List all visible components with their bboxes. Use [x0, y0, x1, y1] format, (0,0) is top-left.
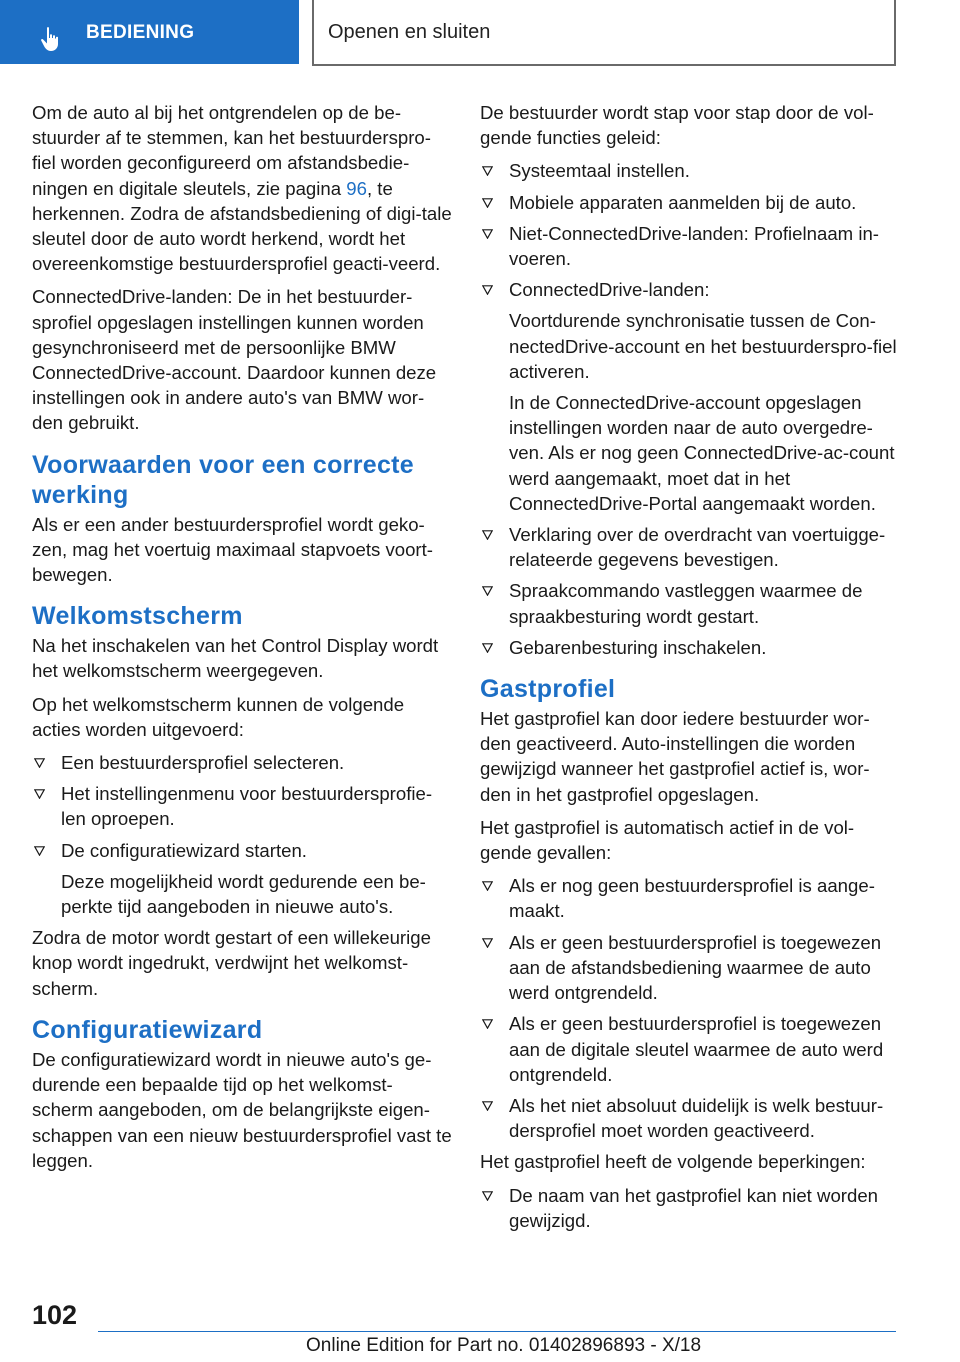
left-column	[32, 100, 452, 1181]
triangle-bullet-icon	[34, 758, 45, 768]
page-header	[0, 0, 960, 66]
triangle-bullet-icon	[482, 1191, 493, 1201]
bullet-list	[480, 158, 898, 660]
page-link[interactable]: 96	[346, 177, 367, 199]
list-item: Als er nog geen bestuurdersprofiel is aange-maakt.	[480, 873, 898, 923]
page-number: 102	[32, 1300, 78, 1330]
list-item: Als het niet absoluut duidelijk is welk bestuur-dersprofiel moet worden geactiveerd.	[480, 1093, 898, 1143]
list-item: Systeemtaal instellen.	[480, 158, 898, 183]
edition-note: Online Edition for Part no. 01402896893 - X/18	[306, 1335, 702, 1356]
list-item: Als er geen bestuurdersprofiel is toegewezen aan de digitale sleutel waarmee de auto werd ontgrendeld.	[480, 1011, 898, 1087]
paragraph: Op het welkomstscherm kunnen de volgende acties worden uitgevoerd:	[32, 693, 405, 740]
bullet-list	[480, 873, 898, 1143]
paragraph: De bestuurder wordt stap voor stap door de vol-gende functies geleid:	[480, 102, 874, 149]
triangle-bullet-icon	[482, 198, 493, 208]
triangle-bullet-icon	[482, 166, 493, 176]
triangle-bullet-icon	[34, 789, 45, 799]
triangle-bullet-icon	[482, 643, 493, 653]
triangle-bullet-icon	[34, 846, 45, 856]
paragraph: Het gastprofiel kan door iedere bestuurder wor-den geactiveerd. Auto-instellingen die worden gewijzigd wanneer het gastprofiel actief is, wor-den in het gastprofiel opgeslagen.	[480, 708, 870, 805]
list-item: ConnectedDrive-landen: Voortdurende synchronisatie tussen de Con-nectedDrive-account en het bestuurderspro-fiel activeren. In de ConnectedDrive-account opgeslagen instellingen worden naar de auto overgedre-ven. Als er nog geen ConnectedDrive-ac-count werd aangemaakt, moet dat in het ConnectedDrive-Portal aangemaakt worden.	[480, 277, 898, 516]
section-label: BEDIENING	[86, 22, 195, 43]
section-heading: Welkomstscherm	[32, 602, 243, 631]
list-item: Als er geen bestuurdersprofiel is toegewezen aan de afstandsbediening waarmee de auto werd ontgrendeld.	[480, 930, 898, 1006]
triangle-bullet-icon	[482, 938, 493, 948]
list-item: Niet-ConnectedDrive-landen: Profielnaam in-voeren.	[480, 221, 898, 271]
triangle-bullet-icon	[482, 285, 493, 295]
list-item: Een bestuurdersprofiel selecteren.	[32, 750, 452, 775]
chapter-title: Openen en sluiten	[328, 21, 491, 43]
list-item-note: Voortdurende synchronisatie tussen de Con-nectedDrive-account en het bestuurderspro-fiel activeren.	[509, 310, 897, 382]
paragraph: Het gastprofiel is automatisch actief in de vol-gende gevallen:	[480, 816, 855, 864]
list-item-note: Deze mogelijkheid wordt gedurende een be-perkte tijd aangeboden in nieuwe auto's.	[61, 870, 426, 918]
list-item: De naam van het gastprofiel kan niet worden gewijzigd.	[480, 1183, 898, 1233]
footer-divider	[98, 1331, 896, 1332]
triangle-bullet-icon	[482, 1101, 493, 1111]
list-item: Gebarenbesturing inschakelen.	[480, 635, 898, 660]
paragraph: ConnectedDrive-landen: De in het bestuurder-sprofiel opgeslagen instellingen kunnen worden gesynchroniseerd met de persoonlijke BMW ConnectedDrive-account. Daardoor kunnen deze instellingen ook in andere auto's van BMW wor-den gebruikt.	[32, 286, 437, 434]
triangle-bullet-icon	[482, 530, 493, 540]
paragraph: De configuratiewizard wordt in nieuwe auto's ge-durende een bepaalde tijd op het welkomst-scherm aangeboden, om de belangrijkste eigen-schappen van een nieuw bestuurdersprofiel vast te leggen.	[32, 1048, 452, 1171]
chapter-tab	[312, 0, 896, 66]
triangle-bullet-icon	[482, 229, 493, 239]
section-heading: Voorwaarden voor een correcte werking	[32, 450, 414, 509]
bullet-list	[480, 1183, 898, 1233]
triangle-bullet-icon	[482, 1019, 493, 1029]
section-heading: Configuratiewizard	[32, 1015, 263, 1044]
triangle-bullet-icon	[482, 586, 493, 596]
right-column	[480, 100, 898, 1239]
paragraph: Om de auto al bij het ontgrendelen op de be-stuurder af te stemmen, kan het bestuurderspro-fiel worden geconfigureerd om afstandsbedie-ningen en digitale sleutels, zie pagina 96, te herkennen. Zodra de afstandsbediening of digi-tale sleutel door de auto wordt herkend, wordt het overeenkomstige bestuurdersprofiel geacti-veerd.	[32, 102, 452, 275]
list-item: Spraakcommando vastleggen waarmee de spraakbesturing wordt gestart.	[480, 578, 898, 628]
list-item: Mobiele apparaten aanmelden bij de auto.	[480, 190, 898, 215]
triangle-bullet-icon	[482, 881, 493, 891]
paragraph: Het gastprofiel heeft de volgende beperkingen:	[480, 1151, 866, 1173]
paragraph: Zodra de motor wordt gestart of een willekeurige knop wordt ingedrukt, verdwijnt het welkomst-scherm.	[32, 927, 431, 999]
paragraph: Als er een ander bestuurdersprofiel wordt geko-zen, mag het voertuig maximaal stapvoets voort-bewegen.	[32, 513, 433, 586]
list-item: Het instellingenmenu voor bestuurdersprofie-len oproepen.	[32, 781, 452, 831]
list-item: De configuratiewizard starten. Deze mogelijkheid wordt gedurende een be-perkte tijd aangeboden in nieuwe auto's.	[32, 838, 452, 920]
paragraph: Na het inschakelen van het Control Display wordt het welkomstscherm weergegeven.	[32, 635, 439, 682]
bullet-list	[32, 750, 452, 919]
list-item-note: In de ConnectedDrive-account opgeslagen instellingen worden naar de auto overgedre-ven. Als er nog geen ConnectedDrive-ac-count werd aangemaakt, moet dat in het ConnectedDrive-Portal aangemaakt worden.	[509, 392, 895, 514]
list-item: Verklaring over de overdracht van voertuigge-relateerde gegevens bevestigen.	[480, 522, 898, 572]
section-tab[interactable]	[0, 0, 299, 64]
section-heading: Gastprofiel	[480, 675, 616, 704]
hand-touch-icon	[38, 26, 64, 52]
